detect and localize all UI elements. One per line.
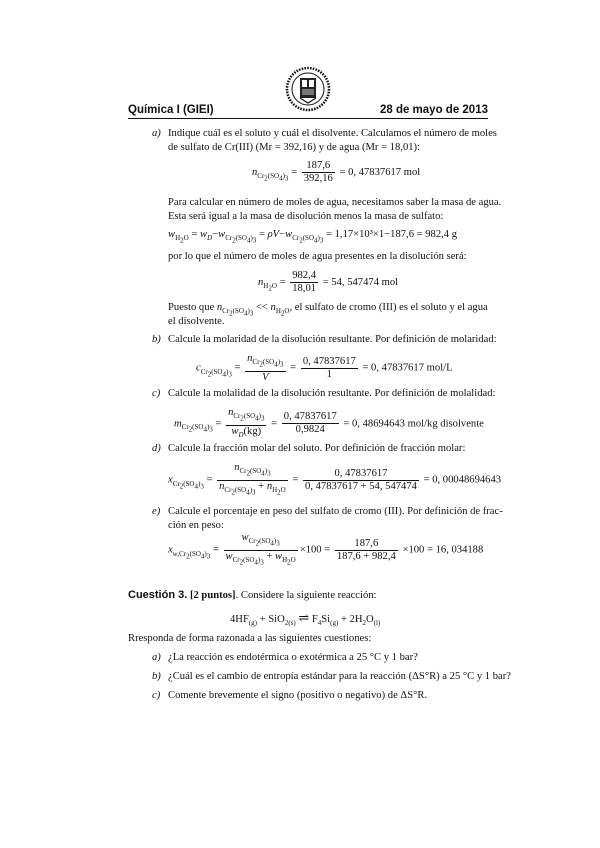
eq1-result: = 0, 47837617 mol [339,166,421,178]
d-numerator: 0, 47837617 [303,468,419,481]
a-para4-text: , el sulfato de cromo (III) es el soluto y el agua [289,302,488,313]
b-result: = 0, 47837617 mol/L [362,362,453,374]
equation-water-mass: $w_{H_2O} = w_D-w_{Cr_2(SO_4)_3} = \rho V-w_{Cr_2(SO_4)_3} = 1,17\times 10^3\times 1-187,6 = 982,4$ g [168,229,458,245]
question-3-intro: . Considere la siguiente reacción: [235,590,377,601]
q3-label-a: a) [152,652,161,663]
equation-moles-sulfate: $n_{Cr_2(SO_4)_3}$ = $\frac{187,6}{392,16}$ = 0, 47837617 mol [252,160,421,184]
question-3-points: [2 puntos] [189,590,236,601]
c-numerator: 0, 47837617 [283,411,337,423]
q3-label-b: b) [152,671,161,682]
a-para4: Puesto que $n_{Cr_2(SO_4)_3} << n_{H_2O}$, el sulfato de cromo (III) es el soluto y el agua [168,302,488,318]
a-line1: Indique cuál es el soluto y cuál el disolvente. Calculamos el número de moles [168,128,497,139]
a-para2: Esta será igual a la masa de disolución menos la masa de sulfato: [168,211,444,222]
d-result: = 0, 00048694643 [423,474,502,486]
a-para4-cont: el disolvente. [168,316,225,327]
eq3-numerator: 982,4 [292,270,317,281]
eq3-denominator: 18,01 [292,283,317,294]
eq2-result: = 1,17×10³×1−187,6 = 982,4 g [326,229,458,240]
e-numerator: 187,6 [335,538,398,551]
a-para1: Para calcular en número de moles de agua, necesitamos saber la masa de agua. [168,197,502,208]
d-denominator: 0, 47837617 + 54, 547474 [305,480,417,492]
eq1-denominator: 392,16 [303,173,333,184]
item-label-b: b) [152,334,161,345]
q3-item-a: ¿La reacción es endotérmica o exotérmica a 25 °C y 1 bar? [168,652,418,663]
q3-label-c: c) [152,690,161,701]
exam-date: 28 de mayo de 2013 [379,104,488,116]
question-3-title: Cuestión 3. [128,589,188,601]
q3-item-c: Comente brevemente el signo (positivo o negativo) de ΔS°R. [168,690,428,701]
e-denominator: 187,6 + 982,4 [336,550,396,562]
b-denominator: 1 [326,368,332,380]
c-denominator: 0,9824 [295,424,325,436]
item-label-d: d) [152,443,161,454]
c-text: Calcule la molalidad de la disolución resultante. Por definición de molalidad: [168,388,496,399]
equation-molality: $m_{Cr_2(SO_4)_3}$ = $\frac{n_{Cr_2(SO_4)_3}}{w_D(kg)}$ = $\frac{0, 47837617}{0,9824}$ = 0, 48694643 mol/kg disolvente [174,407,484,439]
c-result: = 0, 48694643 mol/kg disolvente [343,418,484,430]
a-para3: por lo que el número de moles de agua presentes en la disolución será: [168,251,467,262]
q3-item-b: ¿Cuál es el cambio de entropía estándar para la reacción (ΔS°R) a 25 °C y 1 bar? [168,671,511,682]
course-title: Química I (GIEI) [128,104,214,116]
d-text: Calcule la fracción molar del soluto. Por definición de fracción molar: [168,443,466,454]
a-line2: de sulfato de Cr(III) (Mr = 392,16) y de agua (Mr = 18,01): [168,142,421,153]
equation-mole-fraction: $x_{Cr_2(SO_4)_3}$ = $\frac{n_{Cr_2(SO_4)_3}}{n_{Cr_2(SO_4)_3} + n_{H_2O}}$ = $\frac{0, 47837617}{0, 47837617 + 54, 547474}$ = 0, 00048694643 [168,462,502,496]
university-seal-icon [285,66,331,112]
item-label-a: a) [152,128,161,139]
equation-weight-percent: $x_{w,Cr_2(SO_4)_3}$ = $\frac{w_{Cr_2(SO_4)_3}}{w_{Cr_2(SO_4)_3} + w_{H_2O}}$ ×100 = $\frac{187,6}{187,6 + 982,4}$ ×100 = 16, 034188 [168,532,484,566]
e-line2: ción en peso: [168,520,224,531]
b-text: Calcule la molaridad de la disolución resultante. Por definición de molaridad: [168,334,497,345]
e-result: ×100 = 16, 034188 [402,544,484,556]
eq1-numerator: 187,6 [302,160,335,173]
equation-molarity: $c_{Cr_2(SO_4)_3}$ = $\frac{n_{Cr_2(SO_4)_3}}{V}$ = $\frac{0, 47837617}{1}$ = 0, 47837617 mol/L [196,353,453,383]
item-label-e: e) [152,506,161,517]
item-label-c: c) [152,388,161,399]
b-numerator: 0, 47837617 [302,355,356,367]
question-3-instructions: Rresponda de forma razonada a las siguientes cuestiones: [128,633,372,644]
e-line1: Calcule el porcentaje en peso del sulfato de cromo (III). Por definición de frac- [168,506,503,517]
header-rule [128,118,488,119]
reaction-equation: $4HF_{(g)} + SiO_{2(s)}$ ⇌ $F_4Si_{(g)} + 2H_2O_{(l)}$ [230,610,381,628]
equation-moles-water: $n_{H_2O}$ = $\frac{982,4}{18,01}$ = 54, 547474 mol [258,270,399,294]
eq3-result: = 54, 547474 mol [322,276,399,288]
question-3-heading [128,588,376,603]
